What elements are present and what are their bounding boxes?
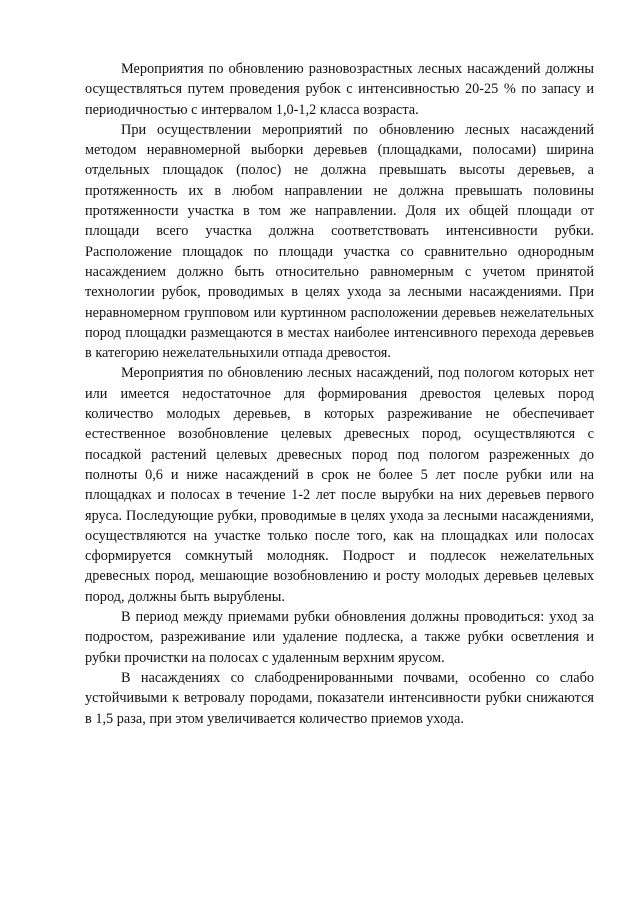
document-body — [85, 59, 594, 729]
paragraph-uneven-selection: При осуществлении мероприятий по обновлению лесных насаждений методом неравномерной выборки деревьев (площадками, полосами) ширина отдельных площадок (полос) не должна превышать высоты деревьев, а протяженность их в любом направлении не должна превышать половины протяженности участка в том же направлении. Доля их общей площади от площади всего участка должна соответствовать интенсивности рубки. Расположение площадок по площади участка со сравнительно однородным насаждением должно быть относительно равномерным с учетом принятой технологии рубок, проводимых в целях ухода за лесными насаждениями. При неравномерном групповом или куртинном расположении деревьев нежелательных пород площадки размещаются в местах наиболее интенсивного перехода деревьев в категорию нежелательныхили отпада древостоя. — [85, 121, 594, 362]
paragraph-intensity: Мероприятия по обновлению разновозрастных лесных насаждений должны осуществляться путем проведения рубок с интенсивностью 20-25 % по запасу и периодичностью с интервалом 1,0-1,2 класса возраста. — [85, 61, 594, 118]
paragraph-poorly-drained-soils: В насаждениях со слабодренированными почвами, особенно со слабо устойчивыми к ветровалу породами, показатели интенсивности рубки снижаются в 1,5 раза, при этом увеличивается количество приемов ухода. — [85, 669, 594, 727]
paragraph-between-cuts: В период между приемами рубки обновления должны проводиться: уход за подростом, разреживание или удаление подлеска, а также рубки осветления и рубки прочистки на полосах с удаленным верхним ярусом. — [85, 609, 594, 666]
paragraph-underplanting: Мероприятия по обновлению лесных насаждений, под пологом которых нет или имеется недостаточное для формирования древостоя целевых пород количество молодых деревьев, в которых разреживание не обеспечивает естественное возобновление целевых древесных пород, осуществляются с посадкой растений целевых древесных пород под пологом разреженных до полноты 0,6 и ниже насаждений в срок не более 5 лет после рубки или на площадках и полосах в течение 1-2 лет после вырубки на них деревьев первого яруса. Последующие рубки, проводимые в целях ухода за лесными насаждениями, осуществляются на участке только после того, как на площадках или полосах сформируется сомкнутый молодняк. Подрост и подлесок нежелательных древесных пород, мешающие возобновлению и росту молодых деревьев целевых пород, должны быть вырублены. — [85, 365, 594, 605]
